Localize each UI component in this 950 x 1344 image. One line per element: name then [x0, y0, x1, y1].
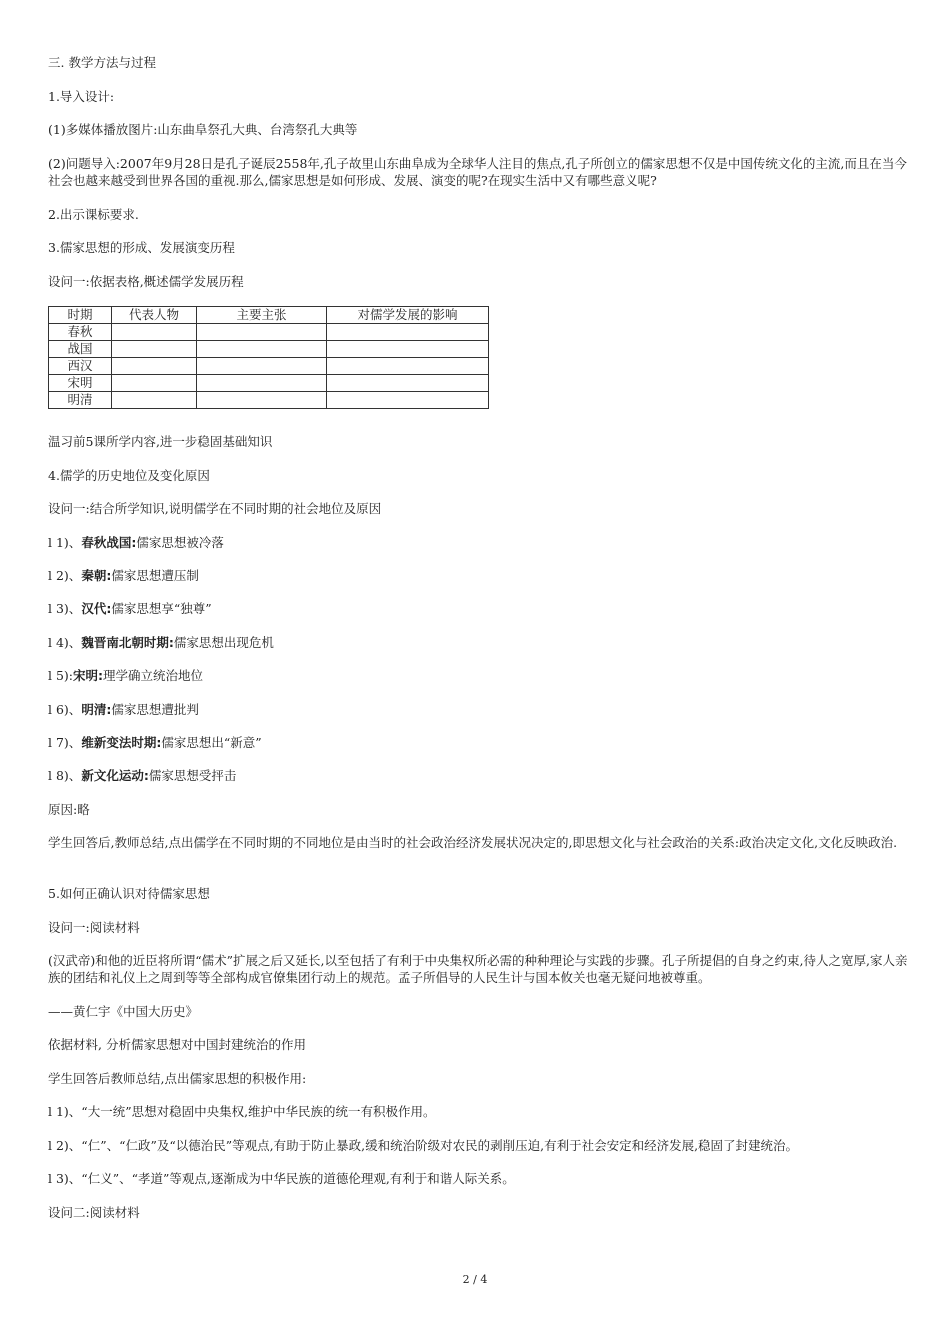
- list-item: l 3)、汉代:儒家思想享“独尊”: [48, 601, 212, 616]
- review-note: 温习前5课所学内容,进一步稳固基础知识: [48, 434, 273, 449]
- table-row: [49, 341, 489, 358]
- list-item: l 2)、“仁”、“仁政”及“以德治民”等观点,有助于防止暴政,缓和统治阶级对农民的剥削压迫,有利于社会安定和经济发展,稳固了封建统治。: [48, 1138, 799, 1153]
- table-row: [49, 375, 489, 392]
- table-cell: [112, 375, 197, 392]
- quote-source: ——黄仁宇《中国大历史》: [48, 1004, 199, 1019]
- table-header: 时期: [49, 307, 112, 324]
- table-header: 对儒学发展的影响: [327, 307, 489, 324]
- table-cell: [197, 358, 327, 375]
- teacher-summary: 学生回答后教师总结,点出儒家思想的积极作用:: [48, 1071, 307, 1086]
- table-cell: [197, 324, 327, 341]
- intro-title: 1.导入设计:: [48, 89, 115, 104]
- table-cell: [197, 375, 327, 392]
- list-item: l 1)、春秋战国:儒家思想被冷落: [48, 535, 224, 550]
- step-5: 5.如何正确认识对待儒家思想: [48, 886, 210, 901]
- table-cell-period: 西汉: [49, 358, 112, 375]
- question-1c: 设问一:阅读材料: [48, 920, 140, 935]
- table-cell: [112, 392, 197, 409]
- table-cell-period: 宋明: [49, 375, 112, 392]
- step-2: 2.出示课标要求.: [48, 207, 139, 222]
- step-4: 4.儒学的历史地位及变化原因: [48, 468, 210, 483]
- reason-note: 原因:略: [48, 802, 90, 817]
- table-cell-period: 春秋: [49, 324, 112, 341]
- question-1: 设问一:依据表格,概述儒学发展历程: [48, 274, 244, 289]
- list-item: l 6)、明清:儒家思想遭批判: [48, 702, 199, 717]
- step-3: 3.儒家思想的形成、发展演变历程: [48, 240, 235, 255]
- question-1b: 设问一:结合所学知识,说明儒学在不同时期的社会地位及原因: [48, 501, 382, 516]
- analysis-prompt: 依据材料, 分析儒家思想对中国封建统治的作用: [48, 1037, 306, 1052]
- list-item: l 8)、新文化运动:儒家思想受抨击: [48, 768, 237, 783]
- table-cell: [112, 341, 197, 358]
- table-cell: [327, 392, 489, 409]
- table-header-row: [49, 307, 489, 324]
- list-item: l 1)、“大一统”思想对稳固中央集权,维护中华民族的统一有积极作用。: [48, 1104, 436, 1119]
- table-row: [49, 392, 489, 409]
- material-quote: (汉武帝)和他的近臣将所谓“儒术”扩展之后又延长,以至包括了有利于中央集权所必需的种种理论与实践的步骤。孔子所提倡的自身之约束,待人之宽厚,家人亲族的团结和礼仪上之周到等等全部构成官僚集团行动上的规范。孟子所倡导的人民生计与国本攸关也毫无疑问地被尊重。: [48, 953, 908, 985]
- section-title: 三. 教学方法与过程: [48, 55, 156, 70]
- table-cell-period: 明清: [49, 392, 112, 409]
- table-cell: [327, 341, 489, 358]
- table-row: [49, 324, 489, 341]
- table-cell: [112, 324, 197, 341]
- table-cell-period: 战国: [49, 341, 112, 358]
- list-item: l 2)、秦朝:儒家思想遭压制: [48, 568, 199, 583]
- table-cell: [197, 341, 327, 358]
- table-header: 主要主张: [197, 307, 327, 324]
- table-cell: [112, 358, 197, 375]
- list-item: l 7)、维新变法时期:儒家思想出“新意”: [48, 735, 262, 750]
- table-cell: [197, 392, 327, 409]
- table-cell: [327, 358, 489, 375]
- table-cell: [327, 375, 489, 392]
- question-2: 设问二:阅读材料: [48, 1205, 140, 1220]
- page-number: 2 / 4: [462, 1273, 488, 1286]
- table-cell: [327, 324, 489, 341]
- table-header: 代表人物: [112, 307, 197, 324]
- list-item: l 5):宋明:理学确立统治地位: [48, 668, 204, 683]
- summary-paragraph: 学生回答后,教师总结,点出儒学在不同时期的不同地位是由当时的社会政治经济发展状况决定的,即思想文化与社会政治的关系:政治决定文化,文化反映政治.: [48, 835, 898, 850]
- confucianism-table: [48, 306, 489, 409]
- intro-item-1: (1)多媒体播放图片:山东曲阜祭孔大典、台湾祭孔大典等: [48, 122, 358, 137]
- list-item: l 3)、“仁义”、“孝道”等观点,逐渐成为中华民族的道德伦理观,有利于和谐人际关系。: [48, 1171, 515, 1186]
- intro-item-2: (2)问题导入:2007年9月28日是孔子诞辰2558年,孔子故里山东曲阜成为全球华人注目的焦点,孔子所创立的儒家思想不仅是中国传统文化的主流,而且在当今社会也越来越受到世界各国的重视.那么,儒家思想是如何形成、发展、演变的呢?在现实生活中又有哪些意义呢?: [48, 156, 907, 188]
- list-item: l 4)、魏晋南北朝时期:儒家思想出现危机: [48, 635, 274, 650]
- table-row: [49, 358, 489, 375]
